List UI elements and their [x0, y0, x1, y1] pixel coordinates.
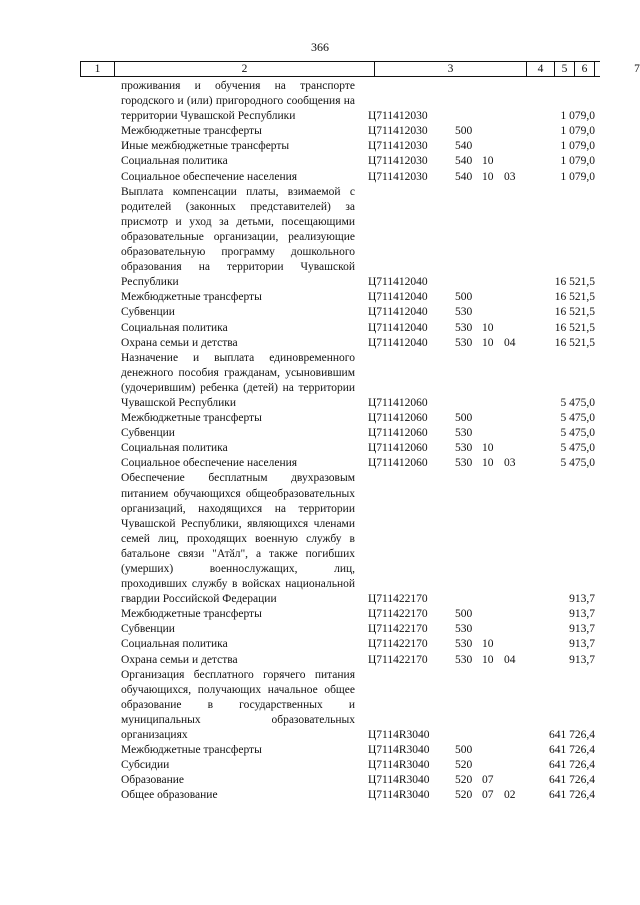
header-col-6: 6	[574, 62, 594, 76]
row-expense-group: 500	[455, 291, 473, 304]
row-expense-group: 520	[455, 759, 473, 772]
table-row	[0, 668, 640, 743]
row-target-code: Ц711412040	[368, 276, 428, 289]
row-expense-group: 540	[455, 170, 473, 183]
row-name: Выплата компенсации платы, взимаемой с родителей (законных представителей) за присмотр и уход за детьми, посещающими образовательные организации, реализующие образовательную программу дошкольного образования на территории Чувашской Республики	[121, 185, 355, 289]
row-expense-group: 500	[455, 744, 473, 757]
row-amount: 16 521,5	[554, 306, 595, 319]
row-amount: 913,7	[569, 653, 595, 666]
row-name: Образование	[121, 774, 185, 787]
row-name: Межбюджетные трансферты	[121, 291, 262, 304]
row-name: Назначение и выплата единовременного денежного пособия гражданам, усыновившим (удочерившим) ребенка (детей) на территории Чувашской Республики	[121, 351, 355, 409]
row-name: Общее образование	[121, 789, 218, 802]
row-name: Охрана семьи и детства	[121, 653, 238, 666]
header-col-1: 1	[80, 62, 114, 76]
row-amount: 641 726,4	[549, 744, 595, 757]
row-name: Социальная политика	[121, 442, 228, 455]
row-expense-group: 530	[455, 427, 473, 440]
row-expense-group: 530	[455, 638, 473, 651]
row-amount: 1 079,0	[560, 125, 595, 138]
header-col-2: 2	[114, 62, 374, 76]
table-row	[0, 426, 640, 441]
row-section: 10	[482, 638, 494, 651]
table-row	[0, 773, 640, 788]
table-header	[80, 61, 640, 77]
row-amount: 641 726,4	[549, 789, 595, 802]
row-target-code: Ц711412040	[368, 321, 428, 334]
row-section: 07	[482, 789, 494, 802]
row-target-code: Ц711412060	[368, 457, 428, 470]
table-row	[0, 351, 640, 411]
row-amount: 16 521,5	[554, 276, 595, 289]
row-section: 10	[482, 321, 494, 334]
row-target-code: Ц711412040	[368, 336, 428, 349]
row-name: Социальное обеспечение населения	[121, 170, 298, 183]
table-row	[0, 336, 640, 351]
table-row	[0, 653, 640, 668]
row-section: 10	[482, 457, 494, 470]
row-subsection: 03	[504, 170, 516, 183]
row-expense-group: 530	[455, 306, 473, 319]
table-row	[0, 471, 640, 607]
row-name: Иные межбюджетные трансферты	[121, 140, 290, 153]
table-row	[0, 637, 640, 652]
row-amount: 913,7	[569, 623, 595, 636]
header-col-4: 4	[526, 62, 554, 76]
row-amount: 5 475,0	[560, 412, 595, 425]
row-amount: 913,7	[569, 608, 595, 621]
row-expense-group: 530	[455, 623, 473, 636]
row-name: Субвенции	[121, 306, 175, 319]
row-amount: 5 475,0	[560, 442, 595, 455]
table-row	[0, 79, 640, 124]
row-target-code: Ц711412040	[368, 306, 428, 319]
row-expense-group: 540	[455, 140, 473, 153]
row-name: Субсидии	[121, 759, 170, 772]
row-expense-group: 530	[455, 653, 473, 666]
row-expense-group: 500	[455, 412, 473, 425]
table-row	[0, 788, 640, 803]
row-section: 07	[482, 774, 494, 787]
row-amount: 641 726,4	[549, 759, 595, 772]
row-expense-group: 530	[455, 321, 473, 334]
row-target-code: Ц711422170	[368, 638, 428, 651]
row-target-code: Ц7114R3040	[368, 774, 430, 787]
row-name: Охрана семьи и детства	[121, 336, 238, 349]
row-name: Межбюджетные трансферты	[121, 744, 262, 757]
table-row	[0, 622, 640, 637]
row-target-code: Ц711422170	[368, 593, 428, 606]
row-name: Социальная политика	[121, 155, 228, 168]
row-subsection: 03	[504, 457, 516, 470]
row-name: Субвенции	[121, 427, 175, 440]
row-expense-group: 540	[455, 155, 473, 168]
row-amount: 641 726,4	[549, 774, 595, 787]
row-target-code: Ц711422170	[368, 653, 428, 666]
row-expense-group: 500	[455, 125, 473, 138]
header-col-7: 7	[594, 62, 640, 76]
row-amount: 5 475,0	[560, 396, 595, 409]
row-target-code: Ц7114R3040	[368, 744, 430, 757]
table-row	[0, 607, 640, 622]
row-name: Социальная политика	[121, 321, 228, 334]
row-subsection: 04	[504, 336, 516, 349]
table-row	[0, 170, 640, 185]
table-row	[0, 321, 640, 336]
table-row	[0, 154, 640, 169]
row-expense-group: 500	[455, 608, 473, 621]
row-target-code: Ц7114R3040	[368, 759, 430, 772]
row-target-code: Ц711422170	[368, 608, 428, 621]
row-name: проживания и обучения на транспорте городского и (или) пригородного сообщения на территории Чувашской Республики	[121, 80, 355, 123]
row-name: Организация бесплатного горячего питания обучающихся, получающих начальное общее образование в государственных и муниципальных образовательных организациях	[121, 668, 355, 742]
row-expense-group: 530	[455, 457, 473, 470]
row-expense-group: 530	[455, 442, 473, 455]
row-name: Социальная политика	[121, 638, 228, 651]
row-amount: 16 521,5	[554, 291, 595, 304]
table-row	[0, 456, 640, 471]
row-name: Межбюджетные трансферты	[121, 125, 262, 138]
row-target-code: Ц7114R3040	[368, 729, 430, 742]
row-section: 10	[482, 170, 494, 183]
row-name: Межбюджетные трансферты	[121, 608, 262, 621]
row-subsection: 04	[504, 653, 516, 666]
row-target-code: Ц711412030	[368, 125, 428, 138]
row-amount: 913,7	[569, 638, 595, 651]
table-row	[0, 124, 640, 139]
row-amount: 913,7	[569, 593, 595, 606]
row-target-code: Ц711412060	[368, 412, 428, 425]
header-col-5: 5	[554, 62, 574, 76]
row-expense-group: 520	[455, 774, 473, 787]
row-amount: 5 475,0	[560, 457, 595, 470]
header-col-3: 3	[374, 62, 526, 76]
table-row	[0, 139, 640, 154]
row-target-code: Ц711422170	[368, 623, 428, 636]
row-subsection: 02	[504, 789, 516, 802]
row-section: 10	[482, 653, 494, 666]
row-target-code: Ц711412030	[368, 155, 428, 168]
table-row	[0, 411, 640, 426]
row-target-code: Ц7114R3040	[368, 789, 430, 802]
row-name: Социальное обеспечение населения	[121, 457, 298, 470]
row-target-code: Ц711412040	[368, 291, 428, 304]
row-expense-group: 520	[455, 789, 473, 802]
row-section: 10	[482, 336, 494, 349]
row-amount: 1 079,0	[560, 155, 595, 168]
row-name: Субвенции	[121, 623, 175, 636]
row-amount: 1 079,0	[560, 170, 595, 183]
table-row	[0, 743, 640, 758]
table-row	[0, 185, 640, 291]
row-amount: 1 079,0	[560, 110, 595, 123]
table-row	[0, 290, 640, 305]
row-amount: 16 521,5	[554, 321, 595, 334]
row-section: 10	[482, 442, 494, 455]
row-amount: 16 521,5	[554, 336, 595, 349]
table-row	[0, 305, 640, 320]
row-target-code: Ц711412030	[368, 110, 428, 123]
row-amount: 1 079,0	[560, 140, 595, 153]
row-expense-group: 530	[455, 336, 473, 349]
table-row	[0, 758, 640, 773]
row-amount: 5 475,0	[560, 427, 595, 440]
table-body	[0, 79, 640, 804]
page-number: 366	[311, 40, 329, 54]
table-row	[0, 441, 640, 456]
row-amount: 641 726,4	[549, 729, 595, 742]
row-section: 10	[482, 155, 494, 168]
row-target-code: Ц711412030	[368, 170, 428, 183]
row-target-code: Ц711412030	[368, 140, 428, 153]
row-name: Межбюджетные трансферты	[121, 412, 262, 425]
row-target-code: Ц711412060	[368, 427, 428, 440]
row-target-code: Ц711412060	[368, 396, 428, 409]
row-target-code: Ц711412060	[368, 442, 428, 455]
row-name: Обеспечение бесплатным двухразовым питанием обучающихся общеобразовательных организаций, находящихся на территории Чувашской Республики, являющихся членами семей лиц, проходящих военную службу в батальоне связи "Атӑл", а также погибших (умерших) военнослужащих, лиц, проходивших службу в войсках национальной гвардии Российской Федерации	[121, 472, 355, 606]
